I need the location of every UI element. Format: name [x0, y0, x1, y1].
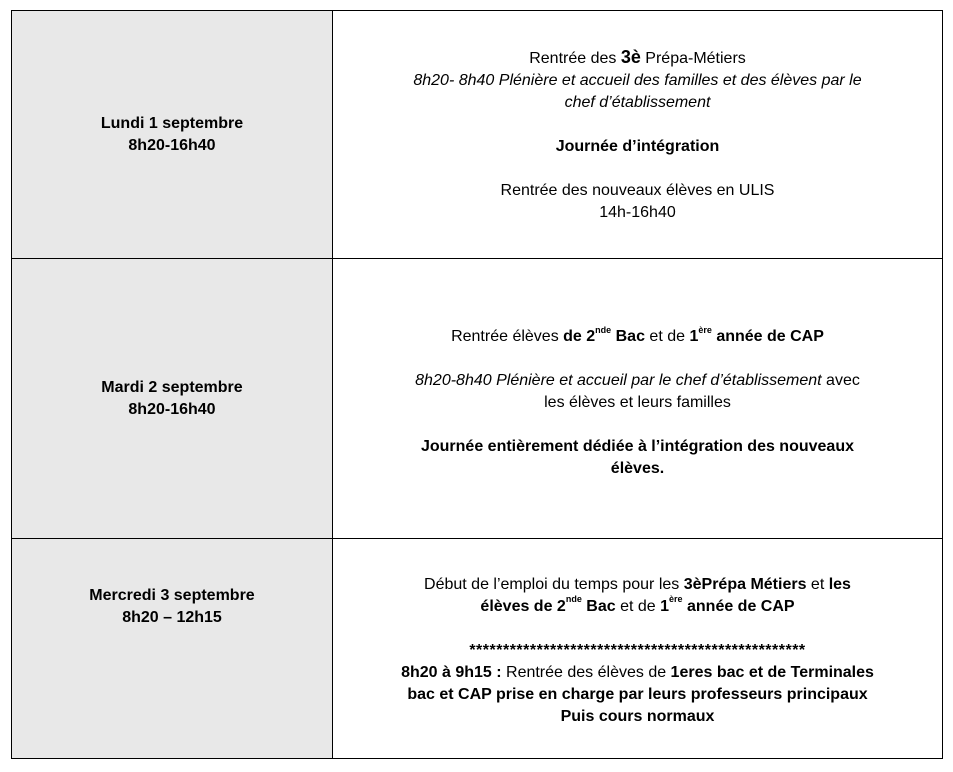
text: Rentrée des élèves de	[501, 663, 667, 681]
text: Prépa-Métiers	[640, 49, 746, 67]
text-bold: 8h20 à 9h15 :	[401, 663, 502, 681]
line	[333, 92, 942, 114]
superscript: nde	[565, 594, 582, 605]
text-bold: 1	[660, 597, 670, 615]
line	[333, 684, 942, 706]
text: Rentrée des	[529, 49, 621, 67]
text-bold: 3èPrépa Métiers	[683, 575, 807, 593]
text-bold: Bac	[611, 328, 645, 345]
line	[333, 370, 942, 392]
text-italic: chef d’établissement	[564, 93, 711, 111]
superscript: ère	[698, 324, 712, 335]
schedule-row-wednesday	[12, 539, 943, 759]
text: 14h-16h40	[599, 203, 676, 221]
text-bold: les	[828, 575, 851, 593]
text-bold: 3è	[620, 46, 641, 67]
text: Rentrée élèves	[451, 328, 564, 345]
line	[333, 458, 942, 480]
line	[333, 180, 942, 202]
text-bold: élèves de 2	[480, 597, 566, 615]
content-cell-wednesday	[333, 539, 943, 759]
line	[333, 70, 942, 92]
content-cell-monday	[333, 11, 943, 259]
text-bold: Journée entièrement dédiée à l’intégration des nouveaux	[420, 438, 854, 455]
line	[333, 574, 942, 596]
line	[333, 136, 942, 158]
superscript: nde	[595, 324, 612, 335]
schedule-row-tuesday	[12, 259, 943, 539]
text-bold: 1eres bac et de Terminales	[666, 663, 874, 681]
line	[333, 326, 942, 348]
text: avec	[821, 372, 860, 389]
stars-separator: **************************************************	[469, 641, 806, 659]
heading-integration: Journée d’intégration	[555, 137, 720, 155]
text-italic: 8h20-8h40 Plénière et accueil par le chef d’établissement	[415, 372, 822, 389]
text: et de	[615, 597, 661, 615]
text: et de	[644, 328, 690, 345]
text-bold: Puis cours normaux	[560, 707, 715, 725]
line	[333, 436, 942, 458]
line	[333, 596, 942, 618]
text-bold: Bac	[581, 597, 616, 615]
day-cell-monday	[12, 11, 333, 259]
day-label: Lundi 1 septembre	[100, 114, 244, 132]
day-cell-tuesday	[12, 259, 333, 539]
superscript: ère	[669, 594, 683, 605]
text-italic: 8h20- 8h40 Plénière et accueil des familles et des élèves par le	[413, 71, 862, 89]
text-bold: élèves.	[610, 460, 665, 477]
text-bold: bac et CAP prise en charge par leurs professeurs principaux	[407, 685, 868, 703]
text-bold: année de CAP	[682, 597, 795, 615]
text: Début de l’emploi du temps pour les	[424, 575, 684, 593]
text: et	[806, 575, 829, 593]
line	[333, 202, 942, 224]
day-hours: 8h20-16h40	[128, 400, 216, 418]
line	[333, 392, 942, 414]
line	[333, 662, 942, 684]
content-cell-tuesday	[333, 259, 943, 539]
text-bold: année de CAP	[711, 328, 824, 345]
day-hours: 8h20-16h40	[128, 136, 216, 154]
schedule-table	[11, 10, 943, 759]
day-cell-wednesday	[12, 539, 333, 759]
text-bold: 1	[689, 328, 699, 345]
text-bold: de 2	[563, 328, 596, 345]
day-label: Mardi 2 septembre	[101, 378, 243, 396]
text: les élèves et leurs familles	[544, 394, 731, 411]
day-hours: 8h20 – 12h15	[122, 609, 222, 626]
line	[333, 46, 942, 70]
schedule-row-monday	[12, 11, 943, 259]
text: Rentrée des nouveaux élèves en ULIS	[500, 181, 775, 199]
line	[333, 706, 942, 728]
day-label: Mercredi 3 septembre	[89, 587, 255, 604]
